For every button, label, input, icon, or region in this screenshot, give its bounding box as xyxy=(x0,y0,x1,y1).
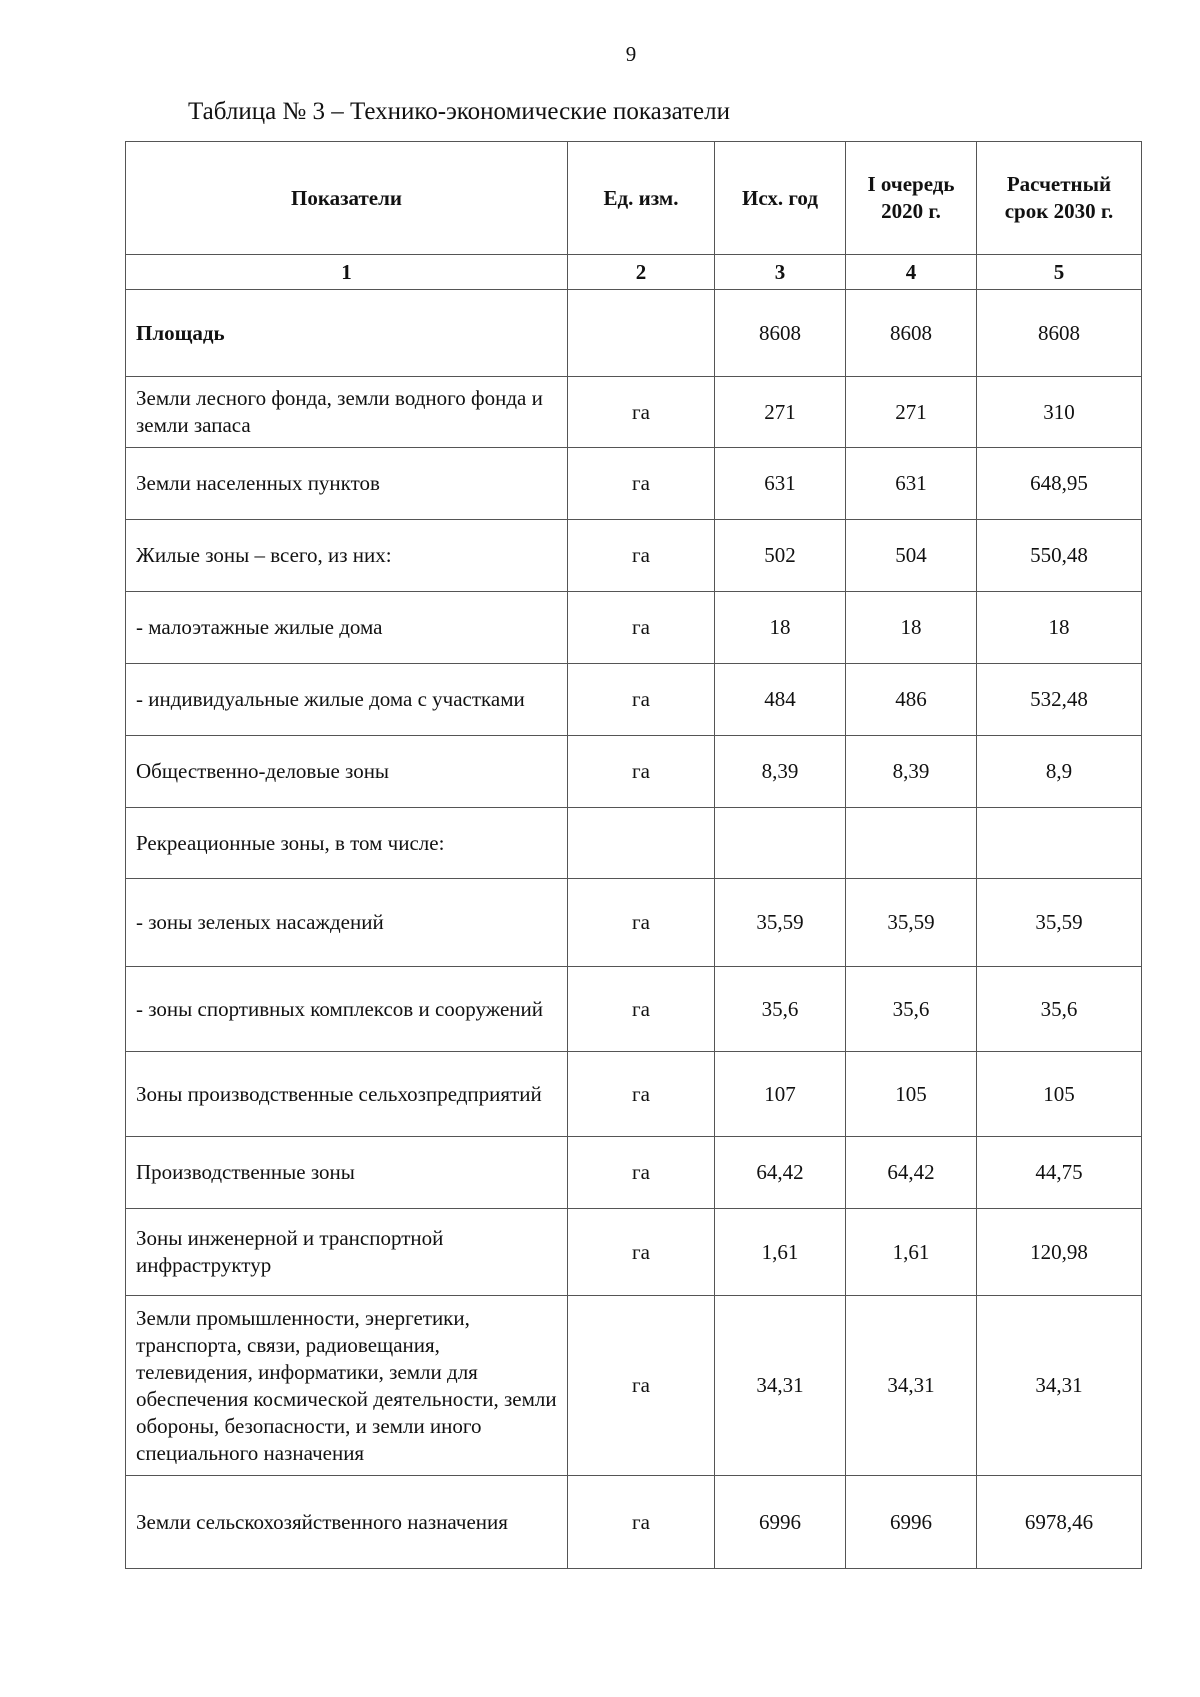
row-label: Зоны производственные сельхозпредприятий xyxy=(126,1052,568,1137)
table-row xyxy=(126,448,1142,520)
row-2030-value: 35,6 xyxy=(977,967,1142,1052)
row-base-value: 35,59 xyxy=(715,879,846,967)
row-label: Площадь xyxy=(126,290,568,377)
row-2020-value: 1,61 xyxy=(846,1209,977,1296)
row-2020-value: 504 xyxy=(846,520,977,592)
row-2030-value: 44,75 xyxy=(977,1137,1142,1209)
table-caption: Таблица № 3 – Технико-экономические показатели xyxy=(188,98,730,125)
row-label: Жилые зоны – всего, из них: xyxy=(126,520,568,592)
row-base-value xyxy=(715,808,846,879)
row-2030-value: 120,98 xyxy=(977,1209,1142,1296)
header-unit: Ед. изм. xyxy=(568,142,715,255)
row-label: Земли промышленности, энергетики, транспорта, связи, радиовещания, телевидения, информатики, земли для обеспечения космической деятельности, земли обороны, безопасности, и земли иного специального назначения xyxy=(126,1296,568,1476)
column-number: 4 xyxy=(846,255,977,290)
row-2030-value: 310 xyxy=(977,377,1142,448)
row-2030-value: 35,59 xyxy=(977,879,1142,967)
row-base-value: 6996 xyxy=(715,1476,846,1569)
row-label: Рекреационные зоны, в том числе: xyxy=(126,808,568,879)
table-row xyxy=(126,1296,1142,1476)
row-2020-value: 8608 xyxy=(846,290,977,377)
row-label: Земли лесного фонда, земли водного фонда и земли запаса xyxy=(126,377,568,448)
row-label: Земли сельскохозяйственного назначения xyxy=(126,1476,568,1569)
row-base-value: 18 xyxy=(715,592,846,664)
column-number-row xyxy=(126,255,1142,290)
row-unit xyxy=(568,290,715,377)
row-unit: га xyxy=(568,664,715,736)
row-unit: га xyxy=(568,736,715,808)
row-label: - зоны зеленых насаждений xyxy=(126,879,568,967)
row-2030-value: 8608 xyxy=(977,290,1142,377)
row-label: - индивидуальные жилые дома с участками xyxy=(126,664,568,736)
header-row xyxy=(126,142,1142,255)
table-row xyxy=(126,1052,1142,1137)
row-base-value: 631 xyxy=(715,448,846,520)
header-base-year: Исх. год xyxy=(715,142,846,255)
row-unit: га xyxy=(568,1137,715,1209)
row-2020-value xyxy=(846,808,977,879)
table-row xyxy=(126,377,1142,448)
row-unit: га xyxy=(568,879,715,967)
table-row xyxy=(126,736,1142,808)
row-base-value: 107 xyxy=(715,1052,846,1137)
page-number: 9 xyxy=(625,42,637,66)
row-2030-value: 532,48 xyxy=(977,664,1142,736)
header-stage-2020: I очередь 2020 г. xyxy=(846,142,977,255)
row-unit: га xyxy=(568,1052,715,1137)
row-2020-value: 35,6 xyxy=(846,967,977,1052)
column-number: 2 xyxy=(568,255,715,290)
row-2030-value: 648,95 xyxy=(977,448,1142,520)
row-2020-value: 8,39 xyxy=(846,736,977,808)
row-2020-value: 631 xyxy=(846,448,977,520)
table-row xyxy=(126,1209,1142,1296)
row-2030-value: 105 xyxy=(977,1052,1142,1137)
row-2020-value: 105 xyxy=(846,1052,977,1137)
row-2030-value: 18 xyxy=(977,592,1142,664)
row-2020-value: 34,31 xyxy=(846,1296,977,1476)
row-2030-value: 34,31 xyxy=(977,1296,1142,1476)
table-row xyxy=(126,1476,1142,1569)
row-base-value: 34,31 xyxy=(715,1296,846,1476)
table-row xyxy=(126,664,1142,736)
header-indicators: Показатели xyxy=(126,142,568,255)
row-base-value: 1,61 xyxy=(715,1209,846,1296)
table-row xyxy=(126,1137,1142,1209)
row-label: Производственные зоны xyxy=(126,1137,568,1209)
row-2020-value: 6996 xyxy=(846,1476,977,1569)
table-row xyxy=(126,808,1142,879)
row-base-value: 8608 xyxy=(715,290,846,377)
row-unit: га xyxy=(568,1209,715,1296)
row-2030-value: 550,48 xyxy=(977,520,1142,592)
column-number: 5 xyxy=(977,255,1142,290)
row-base-value: 64,42 xyxy=(715,1137,846,1209)
row-unit: га xyxy=(568,377,715,448)
row-label: - зоны спортивных комплексов и сооружений xyxy=(126,967,568,1052)
row-unit: га xyxy=(568,448,715,520)
row-label: - малоэтажные жилые дома xyxy=(126,592,568,664)
column-number: 3 xyxy=(715,255,846,290)
row-base-value: 502 xyxy=(715,520,846,592)
row-unit: га xyxy=(568,1296,715,1476)
row-base-value: 35,6 xyxy=(715,967,846,1052)
table-row xyxy=(126,290,1142,377)
row-2030-value: 8,9 xyxy=(977,736,1142,808)
row-unit: га xyxy=(568,967,715,1052)
table-row xyxy=(126,592,1142,664)
row-label: Зоны инженерной и транспортной инфраструктур xyxy=(126,1209,568,1296)
row-unit xyxy=(568,808,715,879)
header-term-2030: Расчетный срок 2030 г. xyxy=(977,142,1142,255)
row-2020-value: 64,42 xyxy=(846,1137,977,1209)
row-2020-value: 271 xyxy=(846,377,977,448)
row-2030-value: 6978,46 xyxy=(977,1476,1142,1569)
row-unit: га xyxy=(568,592,715,664)
row-2020-value: 35,59 xyxy=(846,879,977,967)
row-base-value: 271 xyxy=(715,377,846,448)
row-2020-value: 486 xyxy=(846,664,977,736)
row-label: Земли населенных пунктов xyxy=(126,448,568,520)
table-row xyxy=(126,520,1142,592)
row-base-value: 484 xyxy=(715,664,846,736)
row-base-value: 8,39 xyxy=(715,736,846,808)
table-row xyxy=(126,967,1142,1052)
indicators-table xyxy=(125,141,1142,1569)
row-2030-value xyxy=(977,808,1142,879)
column-number: 1 xyxy=(126,255,568,290)
row-unit: га xyxy=(568,520,715,592)
row-label: Общественно-деловые зоны xyxy=(126,736,568,808)
row-2020-value: 18 xyxy=(846,592,977,664)
row-unit: га xyxy=(568,1476,715,1569)
table-row xyxy=(126,879,1142,967)
